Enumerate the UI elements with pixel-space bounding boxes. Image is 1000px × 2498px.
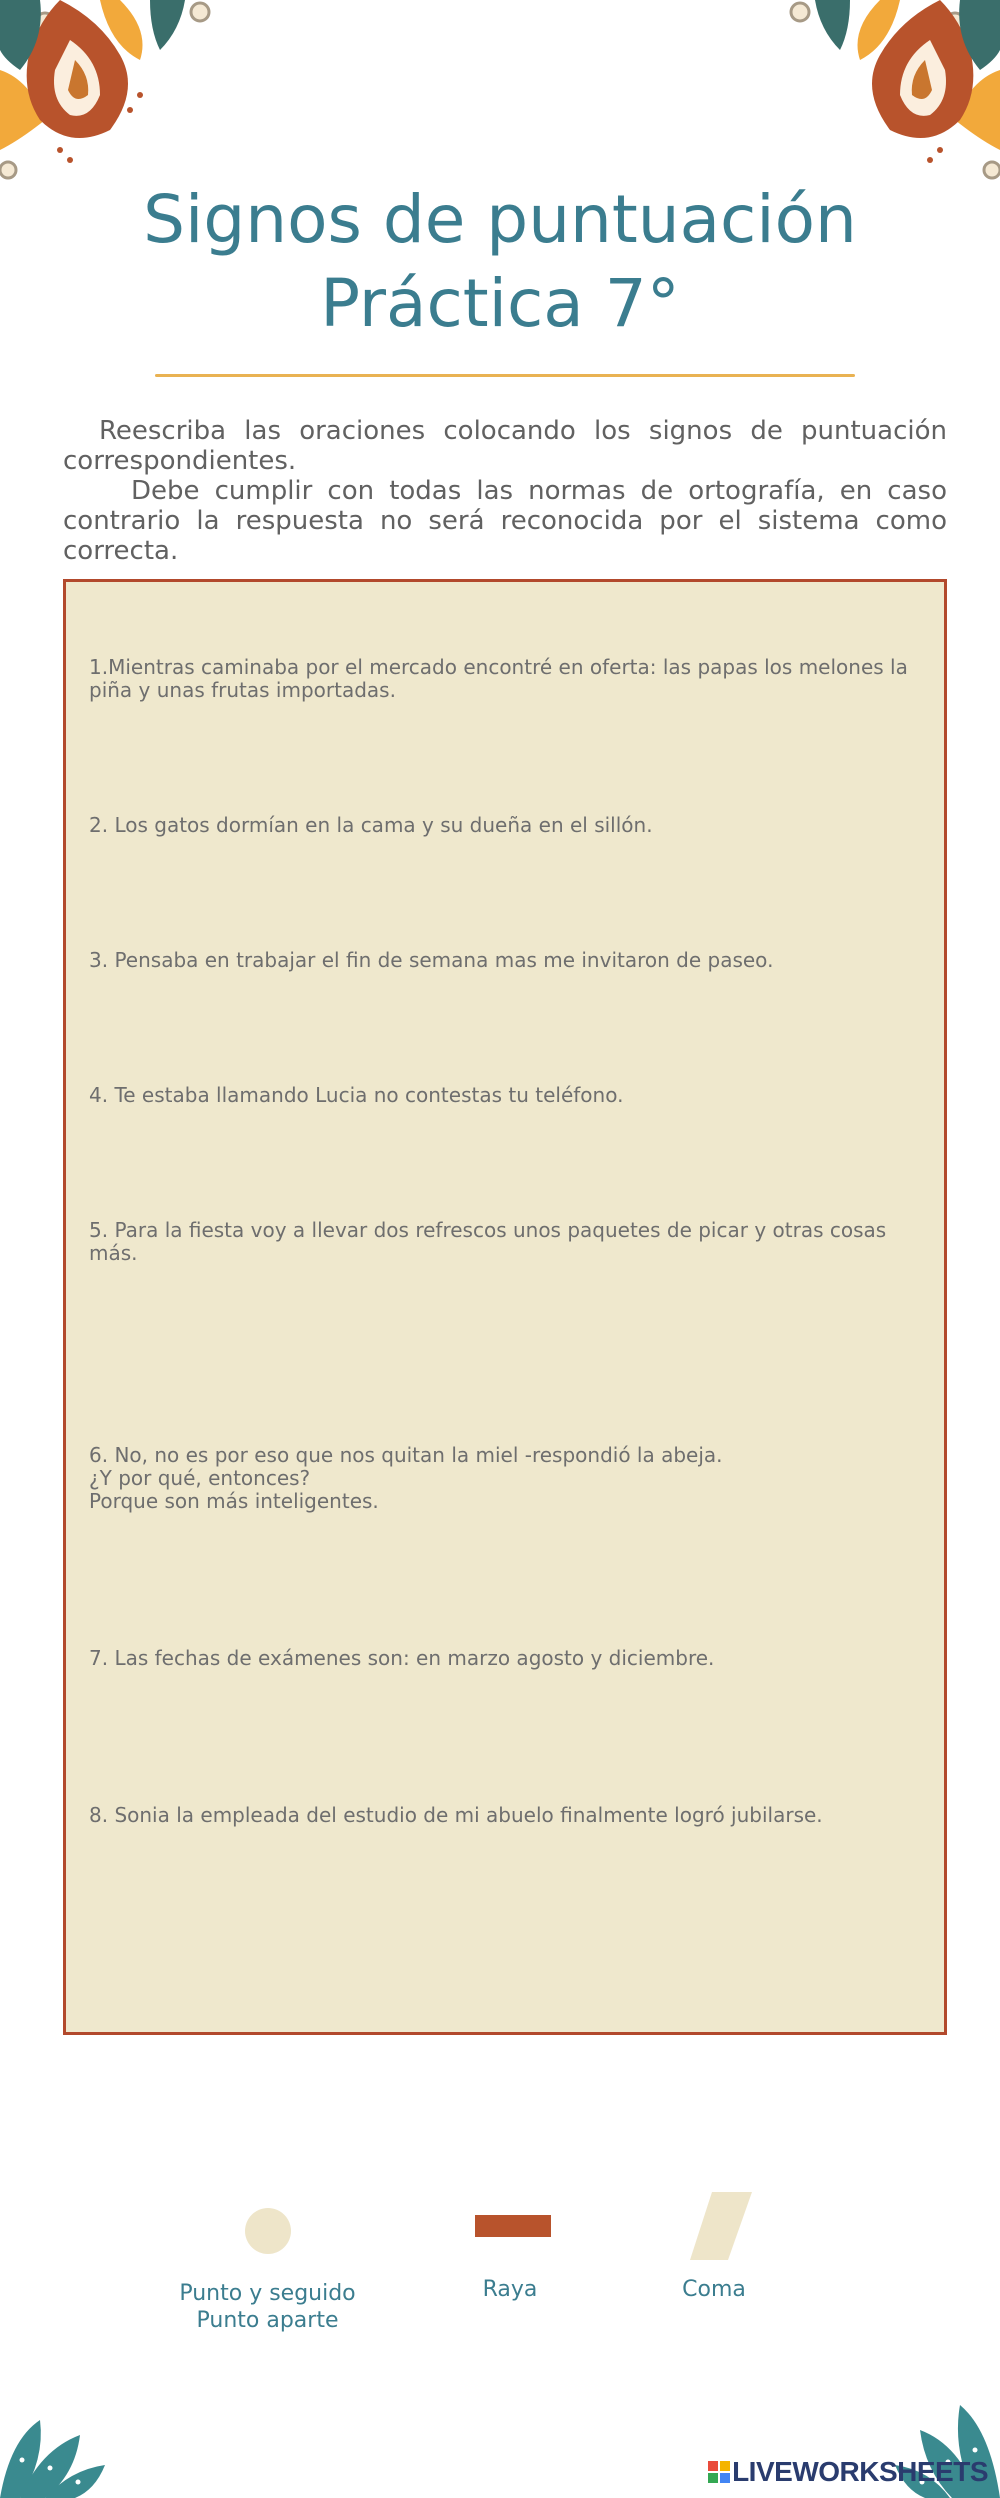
punto-label — [160, 2280, 375, 2334]
punto-label-line1: Punto y seguido — [179, 2281, 356, 2306]
exercise-7: 7. Las fechas de exámenes son: en marzo agosto y diciembre. — [89, 1646, 715, 1670]
corner-ornament-top-right — [780, 0, 1000, 190]
exercise-5: 5. Para la fiesta voy a llevar dos refrescos unos paquetes de picar y otras cosas más. — [89, 1218, 887, 1265]
raya-token[interactable] — [475, 2215, 551, 2237]
coma-token[interactable] — [690, 2192, 756, 2262]
leaf-ornament-bottom-left — [0, 2400, 110, 2498]
instructions-paragraph-2: Debe cumplir con todas las normas de ortografía, en caso contrario la respuesta no será reconocida por el sistema como correcta. — [63, 476, 947, 566]
exercise-2: 2. Los gatos dormían en la cama y su dueña en el sillón. — [89, 813, 653, 837]
liveworksheets-logo[interactable] — [708, 2456, 988, 2488]
punto-token[interactable] — [245, 2208, 291, 2254]
exercise-3: 3. Pensaba en trabajar el fin de semana mas me invitaron de paseo. — [89, 948, 774, 972]
liveworksheets-icon — [708, 2461, 730, 2483]
coma-label: Coma — [682, 2277, 746, 2302]
instructions-paragraph-1: Reescriba las oraciones colocando los signos de puntuación correspondientes. — [63, 416, 947, 476]
page-title-line2: Práctica 7° — [320, 265, 680, 342]
corner-ornament-top-left — [0, 0, 220, 190]
exercise-6: 6. No, no es por eso que nos quitan la miel -respondió la abeja. ¿Y por qué, entonces? Porque son más inteligentes. — [89, 1443, 723, 1513]
title-divider — [155, 374, 855, 377]
exercise-8: 8. Sonia la empleada del estudio de mi abuelo finalmente logró jubilarse. — [89, 1803, 823, 1827]
exercise-1: 1.Mientras caminaba por el mercado encontré en oferta: las papas los melones la piña y unas frutas importadas. — [89, 655, 908, 702]
raya-label: Raya — [482, 2277, 538, 2302]
punto-label-line2: Punto aparte — [196, 2308, 339, 2333]
page-title-line1: Signos de puntuación — [143, 181, 857, 258]
exercise-4: 4. Te estaba llamando Lucia no contestas tu teléfono. — [89, 1083, 624, 1107]
brand-name: LIVEWORKSHEETS — [732, 2456, 988, 2487]
